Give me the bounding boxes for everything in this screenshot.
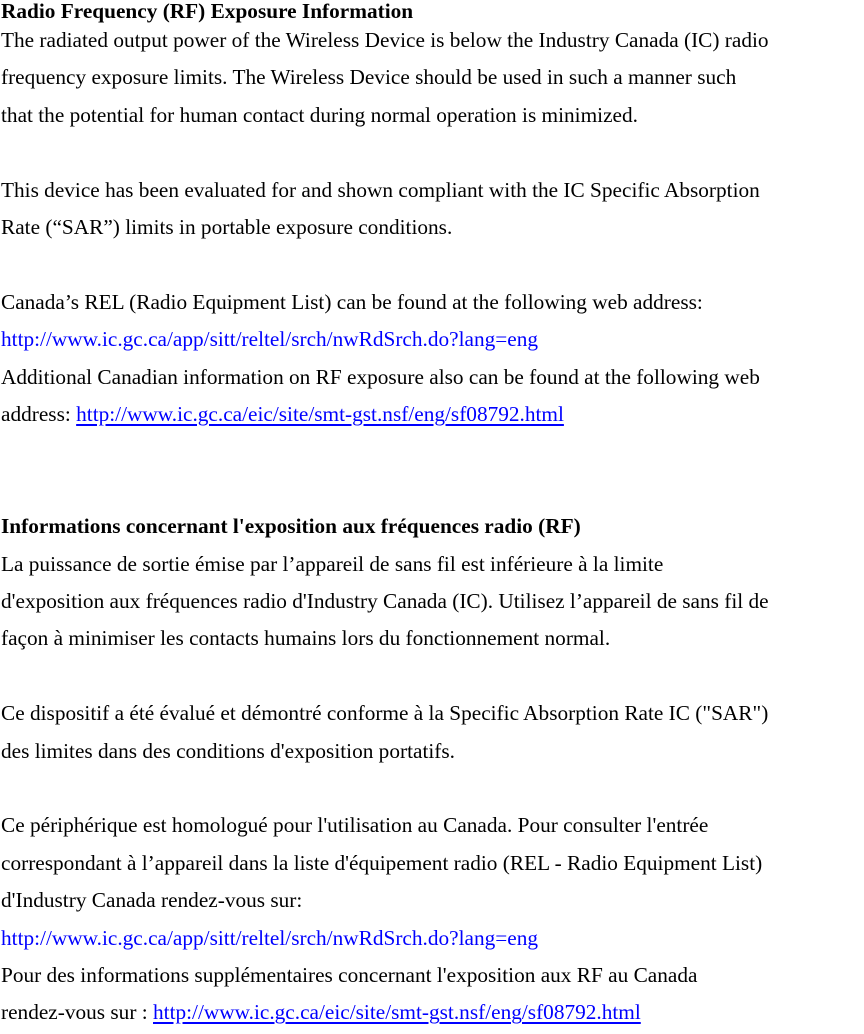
english-rel-link[interactable]: http://www.ic.gc.ca/app/sitt/reltel/srch/nwRdSrch.do?lang=eng (1, 327, 539, 352)
french-p3-line-1: Ce périphérique est homologué pour l'utilisation au Canada. Pour consulter l'entrée (1, 813, 709, 838)
french-p1-line-1: La puissance de sortie émise par l’appareil de sans fil est inférieure à la limite (1, 551, 664, 576)
spacer (1, 658, 864, 695)
spacer (1, 433, 864, 508)
english-heading: Radio Frequency (RF) Exposure Information (1, 0, 414, 23)
french-p2-line-2: des limites dans des conditions d'exposition portatifs. (1, 738, 455, 763)
french-p1-line-2: d'exposition aux fréquences radio d'Industry Canada (IC). Utilisez l’appareil de sans fil de (1, 589, 769, 614)
english-p2-line-2: Rate (“SAR”) limits in portable exposure conditions. (1, 214, 453, 239)
english-p2-line-1: This device has been evaluated for and shown compliant with the IC Specific Absorption (1, 177, 760, 202)
french-heading: Informations concernant l'exposition aux fréquences radio (RF) (1, 514, 581, 539)
english-p1-line-1: The radiated output power of the Wireless Device is below the Industry Canada (IC) radio (1, 28, 769, 52)
english-p3-line-3: Additional Canadian information on RF exposure also can be found at the following web (1, 364, 760, 389)
rendez-label: rendez-vous sur : (1, 1000, 153, 1025)
address-label: address: (1, 401, 77, 426)
spacer (1, 134, 864, 171)
english-p1-line-2: frequency exposure limits. The Wireless Device should be used in such a manner such (1, 65, 737, 90)
english-rf-link[interactable]: http://www.ic.gc.ca/eic/site/smt-gst.nsf/eng/sf08792.html (76, 401, 564, 426)
french-p2-line-1: Ce dispositif a été évalué et démontré conforme à la Specific Absorption Rate IC ("SAR") (1, 701, 769, 726)
french-rel-link[interactable]: http://www.ic.gc.ca/app/sitt/reltel/srch/nwRdSrch.do?lang=eng (1, 925, 539, 950)
french-p4-line-1: Pour des informations supplémentaires concernant l'exposition aux RF au Canada (1, 962, 698, 987)
french-p3-line-3: d'Industry Canada rendez-vous sur: (1, 888, 303, 913)
spacer (1, 246, 864, 283)
document-page (1, 0, 864, 1032)
english-p1-line-3: that the potential for human contact during normal operation is minimized. (1, 102, 638, 127)
french-rendez-line (1, 994, 864, 1031)
french-rf-link[interactable]: http://www.ic.gc.ca/eic/site/smt-gst.nsf/eng/sf08792.html (153, 1000, 641, 1025)
english-p3-line-1: Canada’s REL (Radio Equipment List) can be found at the following web address: (1, 289, 703, 314)
spacer (1, 770, 864, 807)
french-p3-line-2: correspondant à l’appareil dans la liste d'équipement radio (REL - Radio Equipment List) (1, 850, 763, 875)
french-p1-line-3: façon à minimiser les contacts humains lors du fonctionnement normal. (1, 626, 611, 651)
english-address-line (1, 396, 864, 433)
